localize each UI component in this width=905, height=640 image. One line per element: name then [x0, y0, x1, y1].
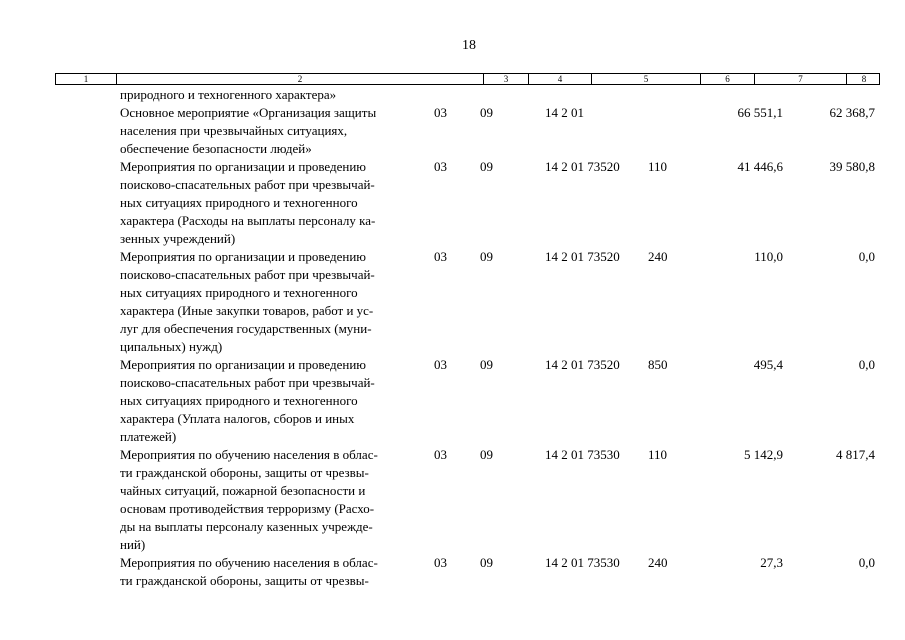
row-expense-type: 110: [648, 447, 668, 462]
row-amount-1: 110,0: [754, 249, 783, 264]
header-col-4: 4: [528, 74, 591, 84]
header-col-7: 7: [754, 74, 846, 84]
row-subsection: 09: [480, 105, 493, 120]
continuation-row: [0, 86, 905, 104]
row-amount-2: 4 817,4: [836, 447, 875, 462]
row-expense-type: 240: [648, 555, 668, 570]
row-subsection: 09: [480, 249, 493, 264]
page-number: 18: [462, 38, 476, 53]
row-target-code: 14 2 01 73520: [545, 249, 620, 264]
table-row: [0, 248, 905, 356]
row-expense-type: 110: [648, 159, 668, 174]
row-amount-2: 0,0: [858, 555, 875, 570]
row-amount-2: 62 368,7: [829, 105, 875, 120]
table-body: [0, 86, 905, 590]
row-section: 03: [434, 555, 447, 570]
row-amount-1: 495,4: [753, 357, 783, 372]
row-section: 03: [434, 159, 447, 174]
row-subsection: 09: [480, 447, 493, 462]
row-amount-1: 27,3: [760, 555, 783, 570]
header-col-2: 2: [116, 74, 483, 84]
header-col-5: 5: [591, 74, 700, 84]
table-row: [0, 554, 905, 590]
row-section: 03: [434, 249, 447, 264]
row-subsection: 09: [480, 555, 493, 570]
row-amount-1: 5 142,9: [744, 447, 783, 462]
header-col-6: 6: [700, 74, 754, 84]
row-amount-1: 66 551,1: [737, 105, 783, 120]
row-amount-2: 0,0: [858, 249, 875, 264]
header-col-3: 3: [483, 74, 528, 84]
row-description: Мероприятия по организации и проведению поисково-спасательных работ при чрезвычай- ных ситуациях природного и техногенного характера (Уплата налогов, сборов и иных платежей): [120, 357, 375, 444]
row-description: Мероприятия по обучению населения в облас- ти гражданской обороны, защиты от чрезвы- чайных ситуаций, пожарной безопасности и основам противодействия терроризму (Расхо- ды на выплаты персоналу казенных учрежде- ний): [120, 447, 378, 552]
row-target-code: 14 2 01 73530: [545, 447, 620, 462]
row-section: 03: [434, 357, 447, 372]
row-description: Мероприятия по организации и проведению поисково-спасательных работ при чрезвычай- ных ситуациях природного и техногенного характера (Расходы на выплаты персоналу ка- зенных учреждений): [120, 159, 376, 246]
row-section: 03: [434, 447, 447, 462]
row-subsection: 09: [480, 159, 493, 174]
table-row: [0, 104, 905, 158]
table-row: [0, 446, 905, 554]
table-row: [0, 356, 905, 446]
row-target-code: 14 2 01 73520: [545, 357, 620, 372]
row-expense-type: 850: [648, 357, 668, 372]
row-description: Мероприятия по обучению населения в облас- ти гражданской обороны, защиты от чрезвы-: [120, 555, 378, 588]
row-section: 03: [434, 105, 447, 120]
table-header: [55, 73, 880, 85]
row-target-code: 14 2 01 73530: [545, 555, 620, 570]
table-row: [0, 158, 905, 248]
row-description: Мероприятия по организации и проведению поисково-спасательных работ при чрезвычай- ных ситуациях природного и техногенного характера (Иные закупки товаров, работ и ус- луг для обеспечения государственных (муни- ципальных) нужд): [120, 249, 375, 354]
row-amount-1: 41 446,6: [737, 159, 783, 174]
row-target-code: 14 2 01: [545, 105, 584, 120]
row-target-code: 14 2 01 73520: [545, 159, 620, 174]
row-amount-2: 39 580,8: [829, 159, 875, 174]
row-expense-type: 240: [648, 249, 668, 264]
header-col-1: 1: [83, 74, 89, 84]
continuation-text: природного и техногенного характера»: [120, 87, 337, 102]
row-description: Основное мероприятие «Организация защиты населения при чрезвычайных ситуациях, обеспечение безопасности людей»: [120, 105, 377, 156]
header-col-8: 8: [846, 74, 881, 84]
row-amount-2: 0,0: [858, 357, 875, 372]
row-subsection: 09: [480, 357, 493, 372]
